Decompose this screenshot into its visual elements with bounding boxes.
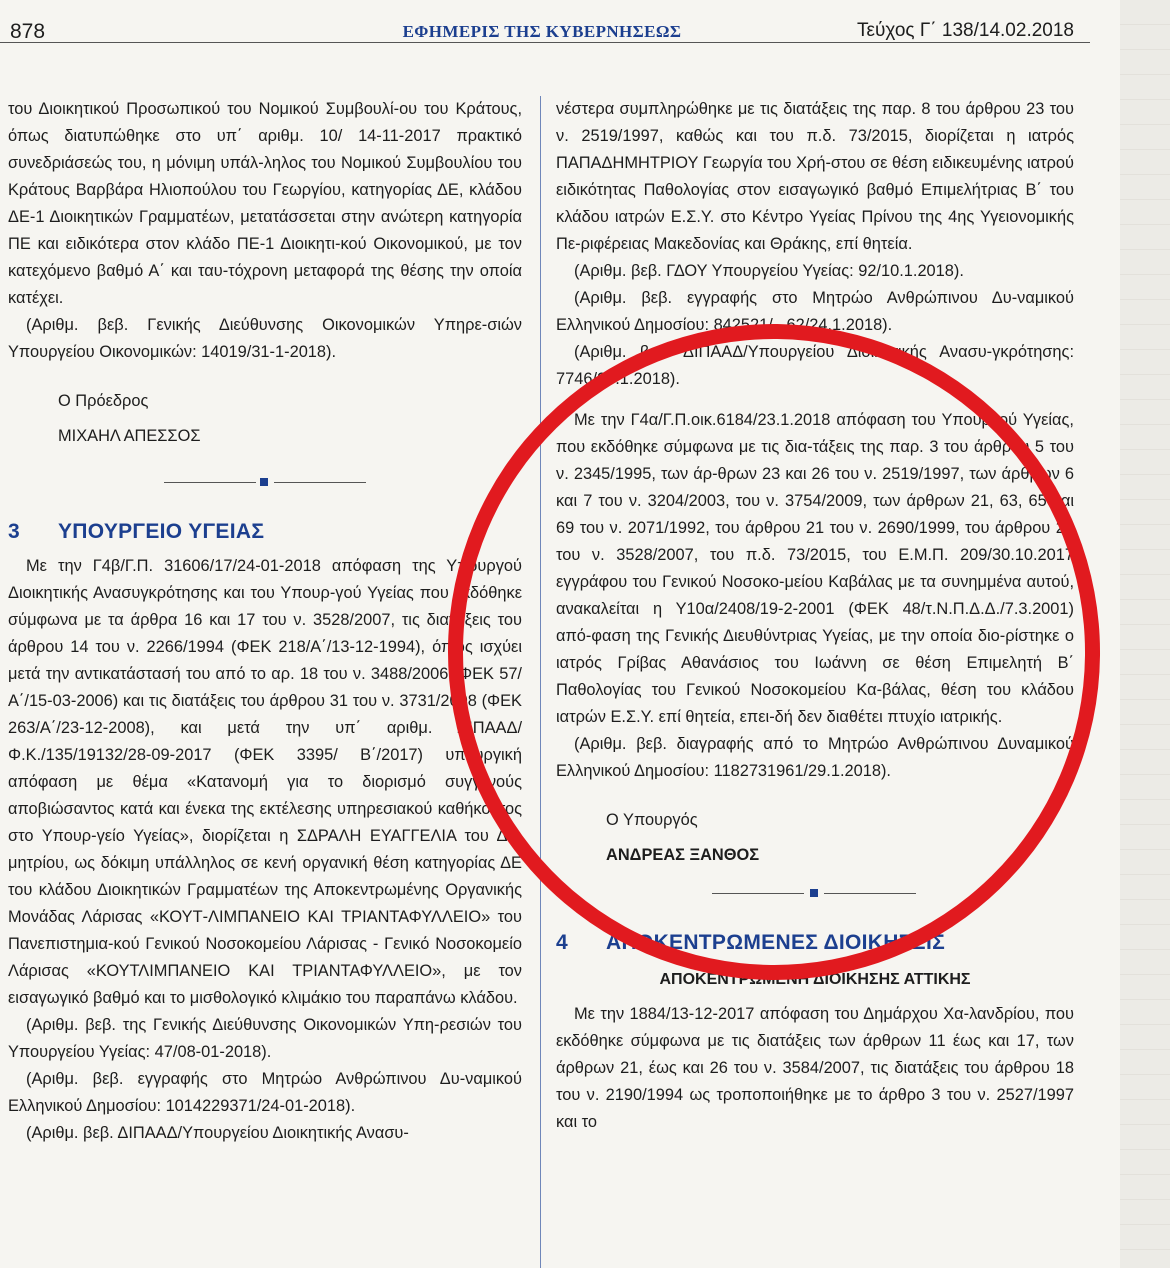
header-divider [0,42,1090,43]
left-paragraph-4: (Αριθμ. βεβ. της Γενικής Διεύθυνσης Οικονομικών Υπη-ρεσιών του Υπουργείου Υγείας: 47/08-01-2018). [8,1016,522,1061]
right-paragraph-3: (Αριθμ. βεβ. εγγραφής στο Μητρώο Ανθρώπινου Δυ-ναμικού Ελληνικού Δημοσίου: 842521/...62/24.1.2018). [556,289,1074,334]
left-paragraph-2: (Αριθμ. βεβ. Γενικής Διεύθυνσης Οικονομικών Υπηρε-σιών Υπουργείου Οικονομικών: 14019/31-1-2018). [8,316,522,361]
section-separator [8,468,522,498]
right-paragraph-4: (Αριθμ. βεβ. ΔΙΠΑΑΔ/Υπουργείου Διοικητικής Ανασυ-γκρότησης: 7746/24.1.2018). [556,343,1074,388]
section-number: 4 [556,931,568,954]
right-paragraph-7: Με την 1884/13-12-2017 απόφαση του Δημάρχου Χα-λανδρίου, που εκδόθηκε σύμφωνα με τις διατάξεις των άρθρων 11 έως και 17, των άρθρων 21, έως και 26 του ν. 3584/2007, τις διατάξεις του άρθρου 18 του ν. 2190/1994 ως τροποποιήθηκε με το άρθρο 3 του ν. 2527/1997 και το [556,1005,1074,1131]
issue-info: Τεύχος Γ΄ 138/14.02.2018 [857,20,1074,41]
minister-name: ΑΝΔΡΕΑΣ ΞΑΝΘΟΣ [606,846,760,864]
separator-line-left [712,893,804,894]
column-divider [540,96,541,1268]
left-paragraph-3: Με την Γ4β/Γ.Π. 31606/17/24-01-2018 απόφαση της Υπουργού Διοικητικής Ανασυγκρότησης και του Υπουρ-γού Υγείας που εκδόθηκε σύμφωνα με τα άρθρα 16 και 17 του ν. 3528/2007, τις διατάξεις του άρθρου 14 του ν. 2266/1994 (ΦΕΚ 218/Α΄/13-12-1994), όπως ισχύει μετά την αντικατάστασή του από το αρ. 18 του ν. 3488/2006 (ΦΕΚ 57/Α΄/15-03-2006) και τις διατάξεις του άρθρου 31 του ν. 3731/2008 (ΦΕΚ 263/Α΄/23-12-2008), και μετά την υπ΄ αριθμ. ΔΙΠΑΑΔ/Φ.Κ./135/19132/28-09-2017 (ΦΕΚ 3395/ Β΄/2017) υπουργική απόφαση με θέμα «Κατανομή για το διορισμό συγγενούς αποβιώσαντος κατά και ένεκα της εκτέλεσης υπηρεσιακού καθήκοντος στο Υπουρ-γείο Υγείας», διορίζεται η ΣΔΡΑΛΗ ΕΥΑΓΓΕΛΙΑ του Δη-μητρίου, ως δόκιμη υπάλληλος σε κενή οργανική θέση κατηγορίας ΔΕ του κλάδου Διοικητικών Γραμματέων της Αποκεντρωμένης Οργανικής Μονάδας Λάρισας «ΚΟΥΤ-ΛΙΜΠΑΝΕΙΟ ΚΑΙ ΤΡΙΑΝΤΑΦΥΛΛΕΙΟ» του Πανεπιστημια-κού Γενικού Νοσοκομείου Λάρισας - Γενικό Νοσοκομείο Λάρισας «ΚΟΥΤΛΙΜΠΑΝΕΙΟ ΚΑΙ ΤΡΙΑΝΤΑΦΥΛΛΕΙΟ», με τον εισαγωγικό βαθμό και το μισθολογικό κλιμάκιο του παραπάνω κλάδου. [8,557,522,1007]
separator-dot-icon [810,889,818,897]
subsection-title: ΑΠΟΚΕΝΤΡΩΜΕΝΗ ΔΙΟΙΚΗΣΗΣ ΑΤΤΙΚΗΣ [659,971,971,988]
section-heading-3 [8,518,522,545]
page-edge-strip [1120,0,1170,1268]
page-number: 878 [10,20,46,43]
minister-role: Ο Υπουργός [606,811,698,829]
separator-line-left [164,482,256,483]
right-paragraph-6: (Αριθμ. βεβ. διαγραφής από το Μητρώο Ανθρώπινου Δυναμικού Ελληνικού Δημοσίου: 1182731961/29.1.2018). [556,735,1074,780]
separator-line-right [274,482,366,483]
signatory-name: ΜΙΧΑΗΛ ΑΠΕΣΣΟΣ [58,427,201,445]
section-separator-right [556,879,1074,909]
section-title: ΑΠΟΚΕΝΤΡΩΜΕΝΕΣ ΔΙΟΙΚΗΣΕΙΣ [606,931,945,954]
left-paragraph-6: (Αριθμ. βεβ. ΔΙΠΑΑΔ/Υπουργείου Διοικητικής Ανασυ- [26,1124,409,1142]
right-column [556,96,1074,1136]
page-header [10,18,1074,50]
left-paragraph-5: (Αριθμ. βεβ. εγγραφής στο Μητρώο Ανθρώπινου Δυ-ναμικού Ελληνικού Δημοσίου: 1014229371/24-01-2018). [8,1070,522,1115]
left-paragraph-1: του Διοικητικού Προσωπικού του Νομικού Συμβουλί-ου του Κράτους, όπως διατυπώθηκε στο υπ΄ αριθμ. 10/ 14-11-2017 πρακτικό συνεδριάσεώς του, η μόνιμη υπάλ-ληλος του Νομικού Συμβουλίου του Κράτους Βαρβάρα Ηλιοπούλου του Γεωργίου, κατηγορίας ΔΕ, κλάδου ΔΕ-1 Διοικητικών Γραμματέων, μετατάσσεται στην ανώτερη κατηγορία ΠΕ και ειδικότερα στον κλάδο ΠΕ-1 Διοικητι-κού Οικονομικού, με τον κατεχόμενο βαθμό Α΄ και ταυ-τόχρονη μεταφορά της θέσης την οποία κατέχει. [8,100,522,307]
right-paragraph-2: (Αριθμ. βεβ. ΓΔΟΥ Υπουργείου Υγείας: 92/10.1.2018). [574,262,964,280]
gazette-title: ΕΦΗΜΕΡΙΣ ΤΗΣ ΚΥΒΕΡΝΗΣΕΩΣ [402,22,682,41]
right-paragraph-1: νέστερα συμπληρώθηκε με τις διατάξεις της παρ. 8 του άρθρου 23 του ν. 2519/1997, καθώς και του π.δ. 73/2015, διορίζεται η ιατρός ΠΑΠΑΔΗΜΗΤΡΙΟΥ Γεωργία του Χρή-στου σε θέση ειδικευμένης ιατρού ειδικότητας Παθολογίας στον εισαγωγικό βαθμό Επιμελήτριας Β΄ του κλάδου ιατρών Ε.Σ.Υ. στο Κέντρο Υγείας Πρίνου της 4ης Υγειονομικής Πε-ριφέρειας Μακεδονίας και Θράκης, επί θητεία. [556,100,1074,253]
separator-line-right [824,893,916,894]
right-paragraph-5: Με την Γ4α/Γ.Π.οικ.6184/23.1.2018 απόφαση του Υπουργού Υγείας, που εκδόθηκε σύμφωνα με τις δια-τάξεις της παρ. 3 του άρθρου 5 του ν. 2345/1995, των άρ-θρων 23 και 26 του ν. 2519/1997, των άρθρων 6 και 7 του ν. 3204/2003, του ν. 3754/2009, των άρθρων 21, 63, 65 και 69 του ν. 2071/1992, του άρθρου 21 του ν. 2690/1999, του άρθρου 20 του ν. 3528/2007, του π.δ. 73/2015, του Ε.Μ.Π. 209/30.10.2017 εγγράφου του Γενικού Νοσοκο-μείου Καβάλας με τα συνημμένα αυτού, ανακαλείται η Υ10α/2408/19-2-2001 (ΦΕΚ 48/τ.Ν.Π.Δ.Δ./7.3.2001) από-φαση της Γενικής Διευθύντριας Υγείας, με την οποία διο-ρίστηκε ο ιατρός Γρίβας Αθανάσιος του Ιωάννη σε θέση Επιμελητή Β΄ Παθολογίας του Γενικού Νοσοκομείου Κα-βάλας, θέση του κλάδου ιατρών Ε.Σ.Υ. επί θητεία, επει-δή δεν διαθέτει πτυχίο ιατρικής. [556,411,1074,726]
section-title: ΥΠΟΥΡΓΕΙΟ ΥΓΕΙΑΣ [58,520,265,543]
left-column [8,96,522,1147]
section-heading-4 [556,929,1074,956]
section-number: 3 [8,520,20,543]
signatory-role: Ο Πρόεδρος [58,392,149,410]
separator-dot-icon [260,478,268,486]
